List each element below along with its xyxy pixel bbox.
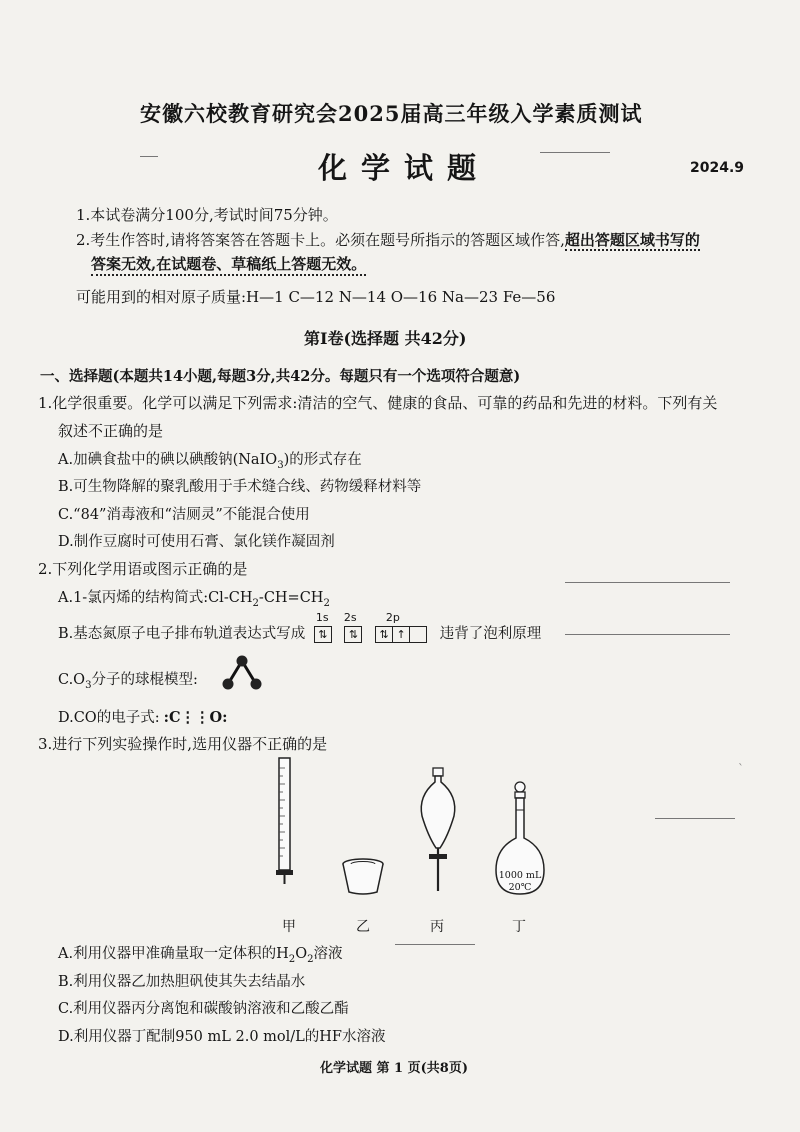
note-2: 2.考生作答时,请将答案答在答题卡上。必须在题号所指示的答题区域作答,超出答题区域书写的 bbox=[76, 231, 700, 249]
q3-option-b: B.利用仪器乙加热胆矾使其失去结晶水 bbox=[58, 974, 306, 990]
pen-mark bbox=[540, 152, 610, 153]
q3-option-d: D.利用仪器丁配制950 mL 2.0 mol/L的HF水溶液 bbox=[58, 1029, 386, 1045]
orbital-label-2p: 2p bbox=[385, 610, 400, 624]
q2-option-d: D.CO的电子式: :C⋮⋮O: bbox=[58, 709, 228, 726]
orbital-diagram bbox=[314, 610, 427, 643]
note-1: 1.本试卷满分100分,考试时间75分钟。 bbox=[76, 206, 338, 224]
co-electron-formula: :C⋮⋮O: bbox=[163, 709, 228, 726]
q2-option-b: B.基态氮原子电子排布轨道表达式写成 1s 2s 2p ⇅ ⇅ ⇅ ↑ 违背了泡利原理 bbox=[58, 610, 542, 642]
note-2-cont: 答案无效,在试题卷、草稿纸上答题无效。 bbox=[91, 253, 366, 276]
flask-label: 1000 mL 20℃ bbox=[498, 870, 542, 893]
instrument-label: 丁 bbox=[512, 919, 526, 935]
crucible-figure bbox=[338, 856, 388, 898]
pen-mark bbox=[395, 944, 475, 945]
q3-option-a: A.利用仪器甲准确量取一定体积的$H_2O_2$溶液 bbox=[58, 946, 343, 965]
orbital-label-2s: 2s bbox=[343, 610, 357, 624]
pen-mark bbox=[140, 156, 158, 157]
oxygen-atom bbox=[237, 656, 248, 667]
exam-date: 2024.9 bbox=[690, 160, 745, 176]
q1-option-a: A.加碘食盐中的碘以碘酸钠(NaIO$_3$)的形式存在 bbox=[58, 452, 362, 471]
pen-mark bbox=[565, 634, 730, 635]
pen-mark bbox=[655, 818, 735, 819]
orbital-box-2s: ⇅ bbox=[344, 626, 362, 643]
pen-mark bbox=[565, 582, 730, 583]
oxygen-atom bbox=[223, 679, 234, 690]
page-footer: 化学试题 第 1 页(共8页) bbox=[320, 1061, 468, 1076]
instrument-label: 乙 bbox=[356, 919, 370, 935]
oxygen-atom bbox=[251, 679, 262, 690]
orbital-label-1s: 1s bbox=[315, 610, 329, 624]
orbital-box-1s: ⇅ bbox=[314, 626, 332, 643]
q2-option-c: $C.O_3$分子的球棍模型: bbox=[58, 672, 198, 691]
page-title: 化学试题 bbox=[318, 151, 491, 185]
q1-option-d: D.制作豆腐时可使用石膏、氯化镁作凝固剂 bbox=[58, 534, 335, 550]
burette-figure bbox=[270, 756, 300, 886]
section-title: 第Ⅰ卷(选择题 共42分) bbox=[304, 329, 467, 348]
q3-stem: 3.进行下列实验操作时,选用仪器不正确的是 bbox=[38, 735, 328, 753]
q1-option-b: B.可生物降解的聚乳酸用于手术缝合线、药物缓释材料等 bbox=[58, 479, 422, 495]
separatory-funnel-figure bbox=[414, 766, 462, 896]
q3-option-c: C.利用仪器丙分离饱和碳酸钠溶液和乙酸乙酯 bbox=[58, 1001, 349, 1017]
exam-header: 安徽六校教育研究会2025届高三年级入学素质测试 bbox=[140, 101, 643, 126]
orbital-box-2p: ↑ bbox=[393, 626, 410, 643]
instrument-label: 丙 bbox=[430, 919, 444, 935]
part-heading: 一、选择题(本题共14小题,每题3分,共42分。每题只有一个选项符合题意) bbox=[40, 368, 521, 385]
q1-option-c: C.“84”消毒液和“洁厕灵”不能混合使用 bbox=[58, 507, 310, 523]
q1-stem-cont: 叙述不正确的是 bbox=[58, 422, 164, 440]
ozone-ball-stick-model bbox=[222, 655, 262, 691]
orbital-box-2p: ⇅ bbox=[375, 626, 393, 643]
q2-stem: 2.下列化学用语或图示正确的是 bbox=[38, 560, 248, 578]
pen-mark: ˋ bbox=[738, 762, 744, 776]
atomic-masses: 可能用到的相对原子质量:H—1 C—12 N—14 O—16 Na—23 Fe—56 bbox=[76, 288, 556, 306]
q2-option-a: A.1-氯丙烯的结构简式$:Cl-CH_2-CH=CH_2$ bbox=[58, 590, 330, 609]
instrument-label: 甲 bbox=[282, 919, 296, 935]
q1-stem: 1.化学很重要。化学可以满足下列需求:清洁的空气、健康的食品、可靠的药品和先进的材料。下列有关 bbox=[38, 394, 718, 412]
orbital-box-2p bbox=[410, 626, 427, 643]
